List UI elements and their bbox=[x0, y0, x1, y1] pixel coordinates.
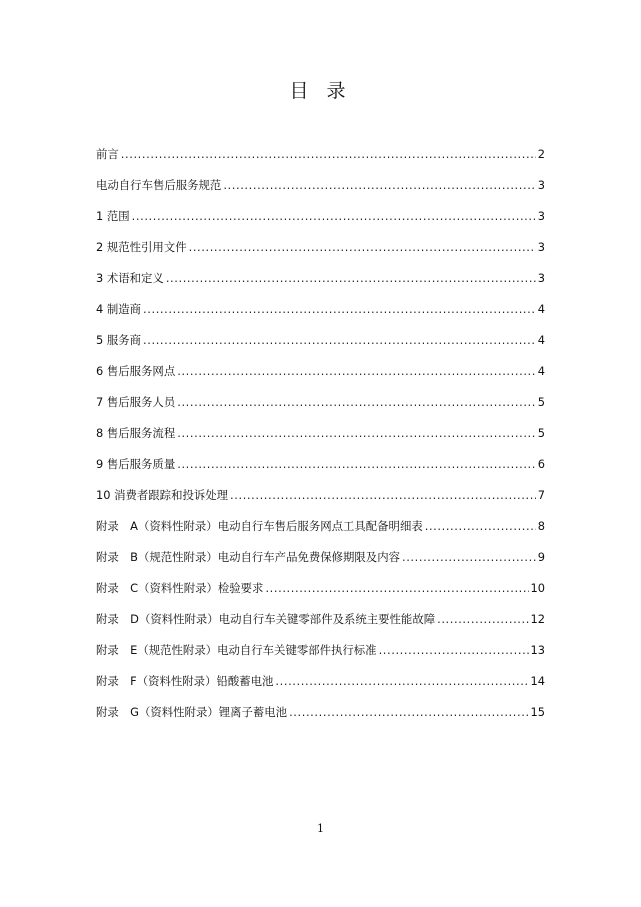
toc-entry-page: 2 bbox=[537, 147, 545, 161]
toc-entry-label: 前言 bbox=[96, 147, 119, 161]
dot-leader bbox=[166, 270, 536, 286]
dot-leader bbox=[189, 239, 536, 255]
toc-entry-appendix-g[interactable] bbox=[96, 704, 545, 735]
dot-leader bbox=[265, 580, 528, 596]
toc-entry-appendix-a[interactable] bbox=[96, 518, 545, 549]
toc-entry-page: 7 bbox=[537, 488, 545, 502]
dot-leader bbox=[275, 673, 528, 689]
dot-leader bbox=[437, 611, 528, 627]
dot-leader bbox=[132, 208, 536, 224]
toc-entry-page: 3 bbox=[537, 240, 545, 254]
toc-entry-label: 3 术语和定义 bbox=[96, 271, 164, 285]
toc-entry-page: 10 bbox=[530, 581, 545, 595]
toc-entry-normative-references[interactable] bbox=[96, 239, 545, 270]
toc-entry-spec-title[interactable] bbox=[96, 177, 545, 208]
toc-entry-label: 7 售后服务人员 bbox=[96, 395, 176, 409]
toc-entry-appendix-f[interactable] bbox=[96, 673, 545, 704]
toc-entry-label: 附录 B（规范性附录）电动自行车产品免费保修期限及内容 bbox=[96, 550, 400, 564]
toc-entry-label: 6 售后服务网点 bbox=[96, 364, 176, 378]
toc-entry-service-provider[interactable] bbox=[96, 332, 545, 363]
table-of-contents bbox=[96, 146, 545, 735]
toc-entry-page: 3 bbox=[537, 178, 545, 192]
toc-entry-label: 附录 F（资料性附录）铅酸蓄电池 bbox=[96, 674, 274, 688]
dot-leader bbox=[402, 549, 536, 565]
toc-entry-foreword[interactable] bbox=[96, 146, 545, 177]
dot-leader bbox=[121, 146, 536, 162]
toc-entry-service-quality[interactable] bbox=[96, 456, 545, 487]
dot-leader bbox=[177, 363, 536, 379]
dot-leader bbox=[143, 332, 536, 348]
dot-leader bbox=[425, 518, 536, 534]
toc-entry-consumer-tracking[interactable] bbox=[96, 487, 545, 518]
toc-entry-page: 3 bbox=[537, 209, 545, 223]
toc-entry-page: 9 bbox=[537, 550, 545, 564]
dot-leader bbox=[177, 425, 536, 441]
toc-entry-label: 10 消费者跟踪和投诉处理 bbox=[96, 488, 229, 502]
toc-entry-appendix-e[interactable] bbox=[96, 642, 545, 673]
toc-entry-appendix-b[interactable] bbox=[96, 549, 545, 580]
toc-entry-page: 4 bbox=[537, 364, 545, 378]
toc-entry-page: 14 bbox=[530, 674, 545, 688]
toc-entry-terms-definitions[interactable] bbox=[96, 270, 545, 301]
dot-leader bbox=[177, 394, 536, 410]
toc-entry-manufacturer[interactable] bbox=[96, 301, 545, 332]
toc-entry-label: 附录 D（资料性附录）电动自行车关键零部件及系统主要性能故障 bbox=[96, 612, 436, 626]
toc-entry-page: 4 bbox=[537, 302, 545, 316]
page-title: 目 录 bbox=[289, 80, 352, 102]
toc-entry-page: 3 bbox=[537, 271, 545, 285]
toc-entry-label: 1 范围 bbox=[96, 209, 130, 223]
toc-entry-service-outlets[interactable] bbox=[96, 363, 545, 394]
dot-leader bbox=[177, 456, 536, 472]
dot-leader bbox=[379, 642, 529, 658]
toc-entry-service-personnel[interactable] bbox=[96, 394, 545, 425]
toc-entry-label: 附录 G（资料性附录）锂离子蓄电池 bbox=[96, 705, 288, 719]
toc-entry-label: 附录 E（规范性附录）电动自行车关键零部件执行标准 bbox=[96, 643, 377, 657]
toc-entry-page: 8 bbox=[537, 519, 545, 533]
toc-entry-service-process[interactable] bbox=[96, 425, 545, 456]
toc-entry-page: 12 bbox=[530, 612, 545, 626]
toc-entry-label: 4 制造商 bbox=[96, 302, 142, 316]
toc-entry-scope[interactable] bbox=[96, 208, 545, 239]
toc-entry-appendix-d[interactable] bbox=[96, 611, 545, 642]
dot-leader bbox=[223, 177, 535, 193]
dot-leader bbox=[289, 704, 528, 720]
toc-entry-page: 5 bbox=[537, 395, 545, 409]
toc-entry-label: 9 售后服务质量 bbox=[96, 457, 176, 471]
toc-entry-page: 13 bbox=[530, 643, 545, 657]
toc-entry-page: 4 bbox=[537, 333, 545, 347]
toc-entry-page: 5 bbox=[537, 426, 545, 440]
toc-entry-label: 附录 A（资料性附录）电动自行车售后服务网点工具配备明细表 bbox=[96, 519, 423, 533]
toc-entry-page: 6 bbox=[537, 457, 545, 471]
dot-leader bbox=[230, 487, 536, 503]
page-number: 1 bbox=[317, 822, 324, 835]
toc-entry-label: 电动自行车售后服务规范 bbox=[96, 178, 222, 192]
toc-entry-appendix-c[interactable] bbox=[96, 580, 545, 611]
toc-entry-label: 2 规范性引用文件 bbox=[96, 240, 187, 254]
toc-entry-label: 附录 C（资料性附录）检验要求 bbox=[96, 581, 264, 595]
toc-entry-label: 8 售后服务流程 bbox=[96, 426, 176, 440]
dot-leader bbox=[143, 301, 536, 317]
toc-entry-label: 5 服务商 bbox=[96, 333, 142, 347]
toc-entry-page: 15 bbox=[530, 705, 545, 719]
